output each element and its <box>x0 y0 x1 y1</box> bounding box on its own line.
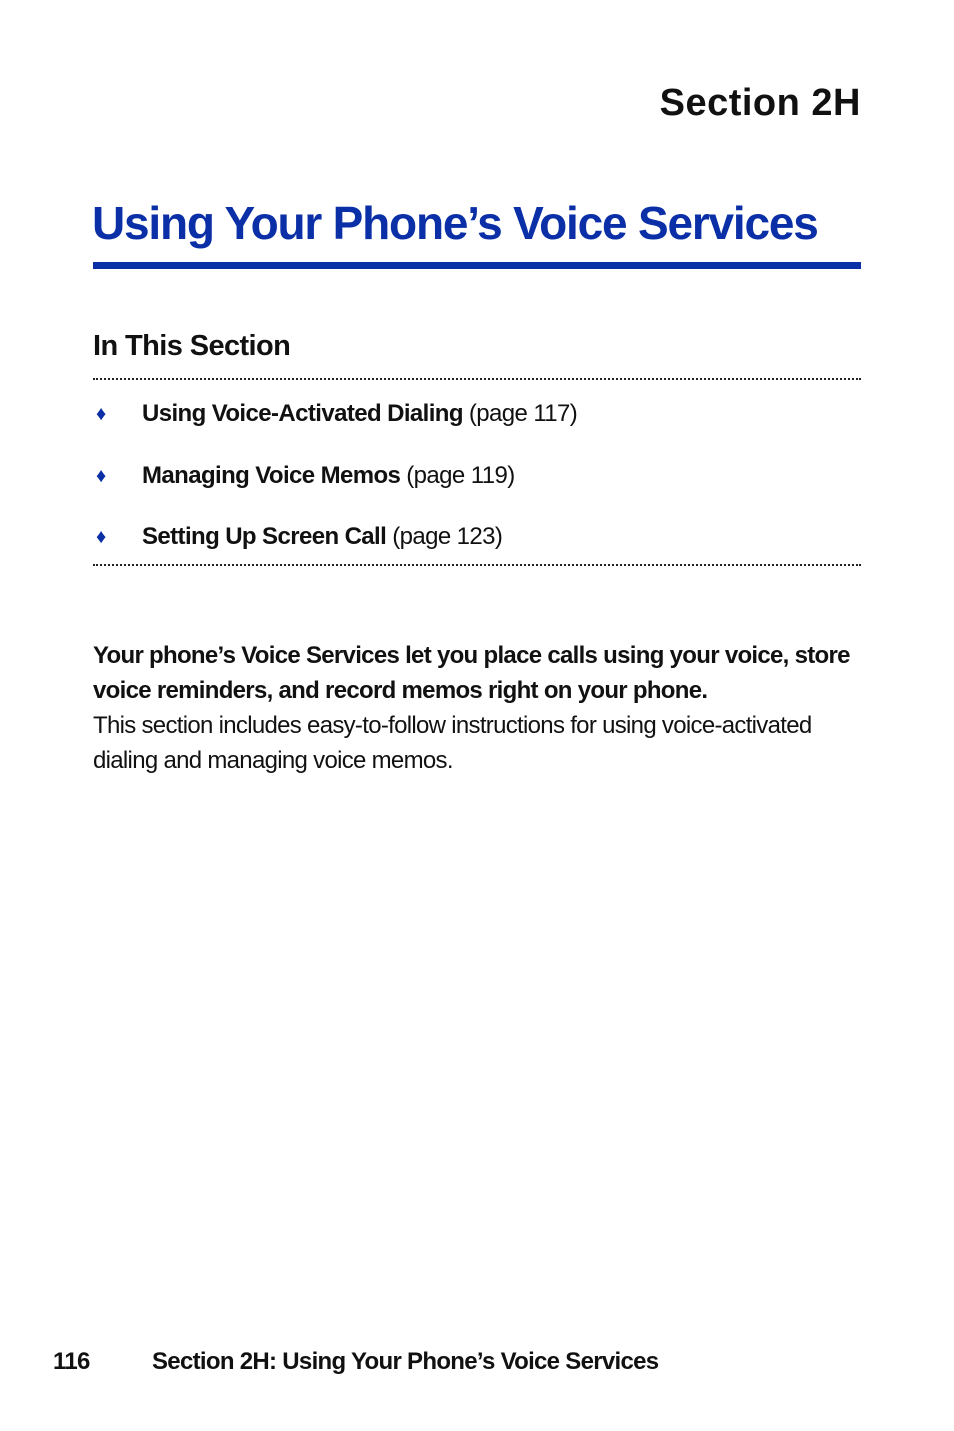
diamond-bullet-icon: ♦ <box>96 464 106 487</box>
toc-item-page-ref[interactable]: (page 117) <box>468 400 578 427</box>
intro-body-text: This section includes easy-to-follow instructions for using voice-activated dialing and managing voice memos. <box>93 712 812 774</box>
running-title: Section 2H: Using Your Phone’s Voice Services <box>152 1348 659 1375</box>
toc-item-page-ref[interactable]: (page 119) <box>406 461 515 489</box>
toc-top-divider <box>93 378 861 380</box>
in-this-section-list <box>93 396 861 581</box>
page-footer <box>53 1348 658 1376</box>
intro-paragraph <box>93 638 861 778</box>
in-this-section-heading: In This Section <box>93 330 291 362</box>
toc-item-setting-up-screen-call[interactable] <box>93 519 861 581</box>
toc-item-voice-activated-dialing[interactable] <box>93 396 861 458</box>
chapter-title: Using Your Phone’s Voice Services <box>92 197 818 249</box>
diamond-bullet-icon: ♦ <box>96 526 106 548</box>
toc-item-title: Setting Up Screen Call <box>142 523 387 550</box>
toc-bottom-divider <box>93 564 861 566</box>
toc-item-title: Managing Voice Memos <box>142 461 401 489</box>
intro-lead-text: Your phone’s Voice Services let you place calls using your voice, store voice reminders, and record memos right on your phone. <box>93 642 850 704</box>
toc-item-managing-voice-memos[interactable] <box>93 458 861 520</box>
page-number: 116 <box>53 1348 90 1375</box>
toc-item-title: Using Voice-Activated Dialing <box>142 400 463 427</box>
section-label: Section 2H <box>659 82 861 124</box>
title-rule <box>93 262 861 269</box>
diamond-bullet-icon: ♦ <box>96 403 106 425</box>
toc-item-page-ref[interactable]: (page 123) <box>392 523 503 550</box>
